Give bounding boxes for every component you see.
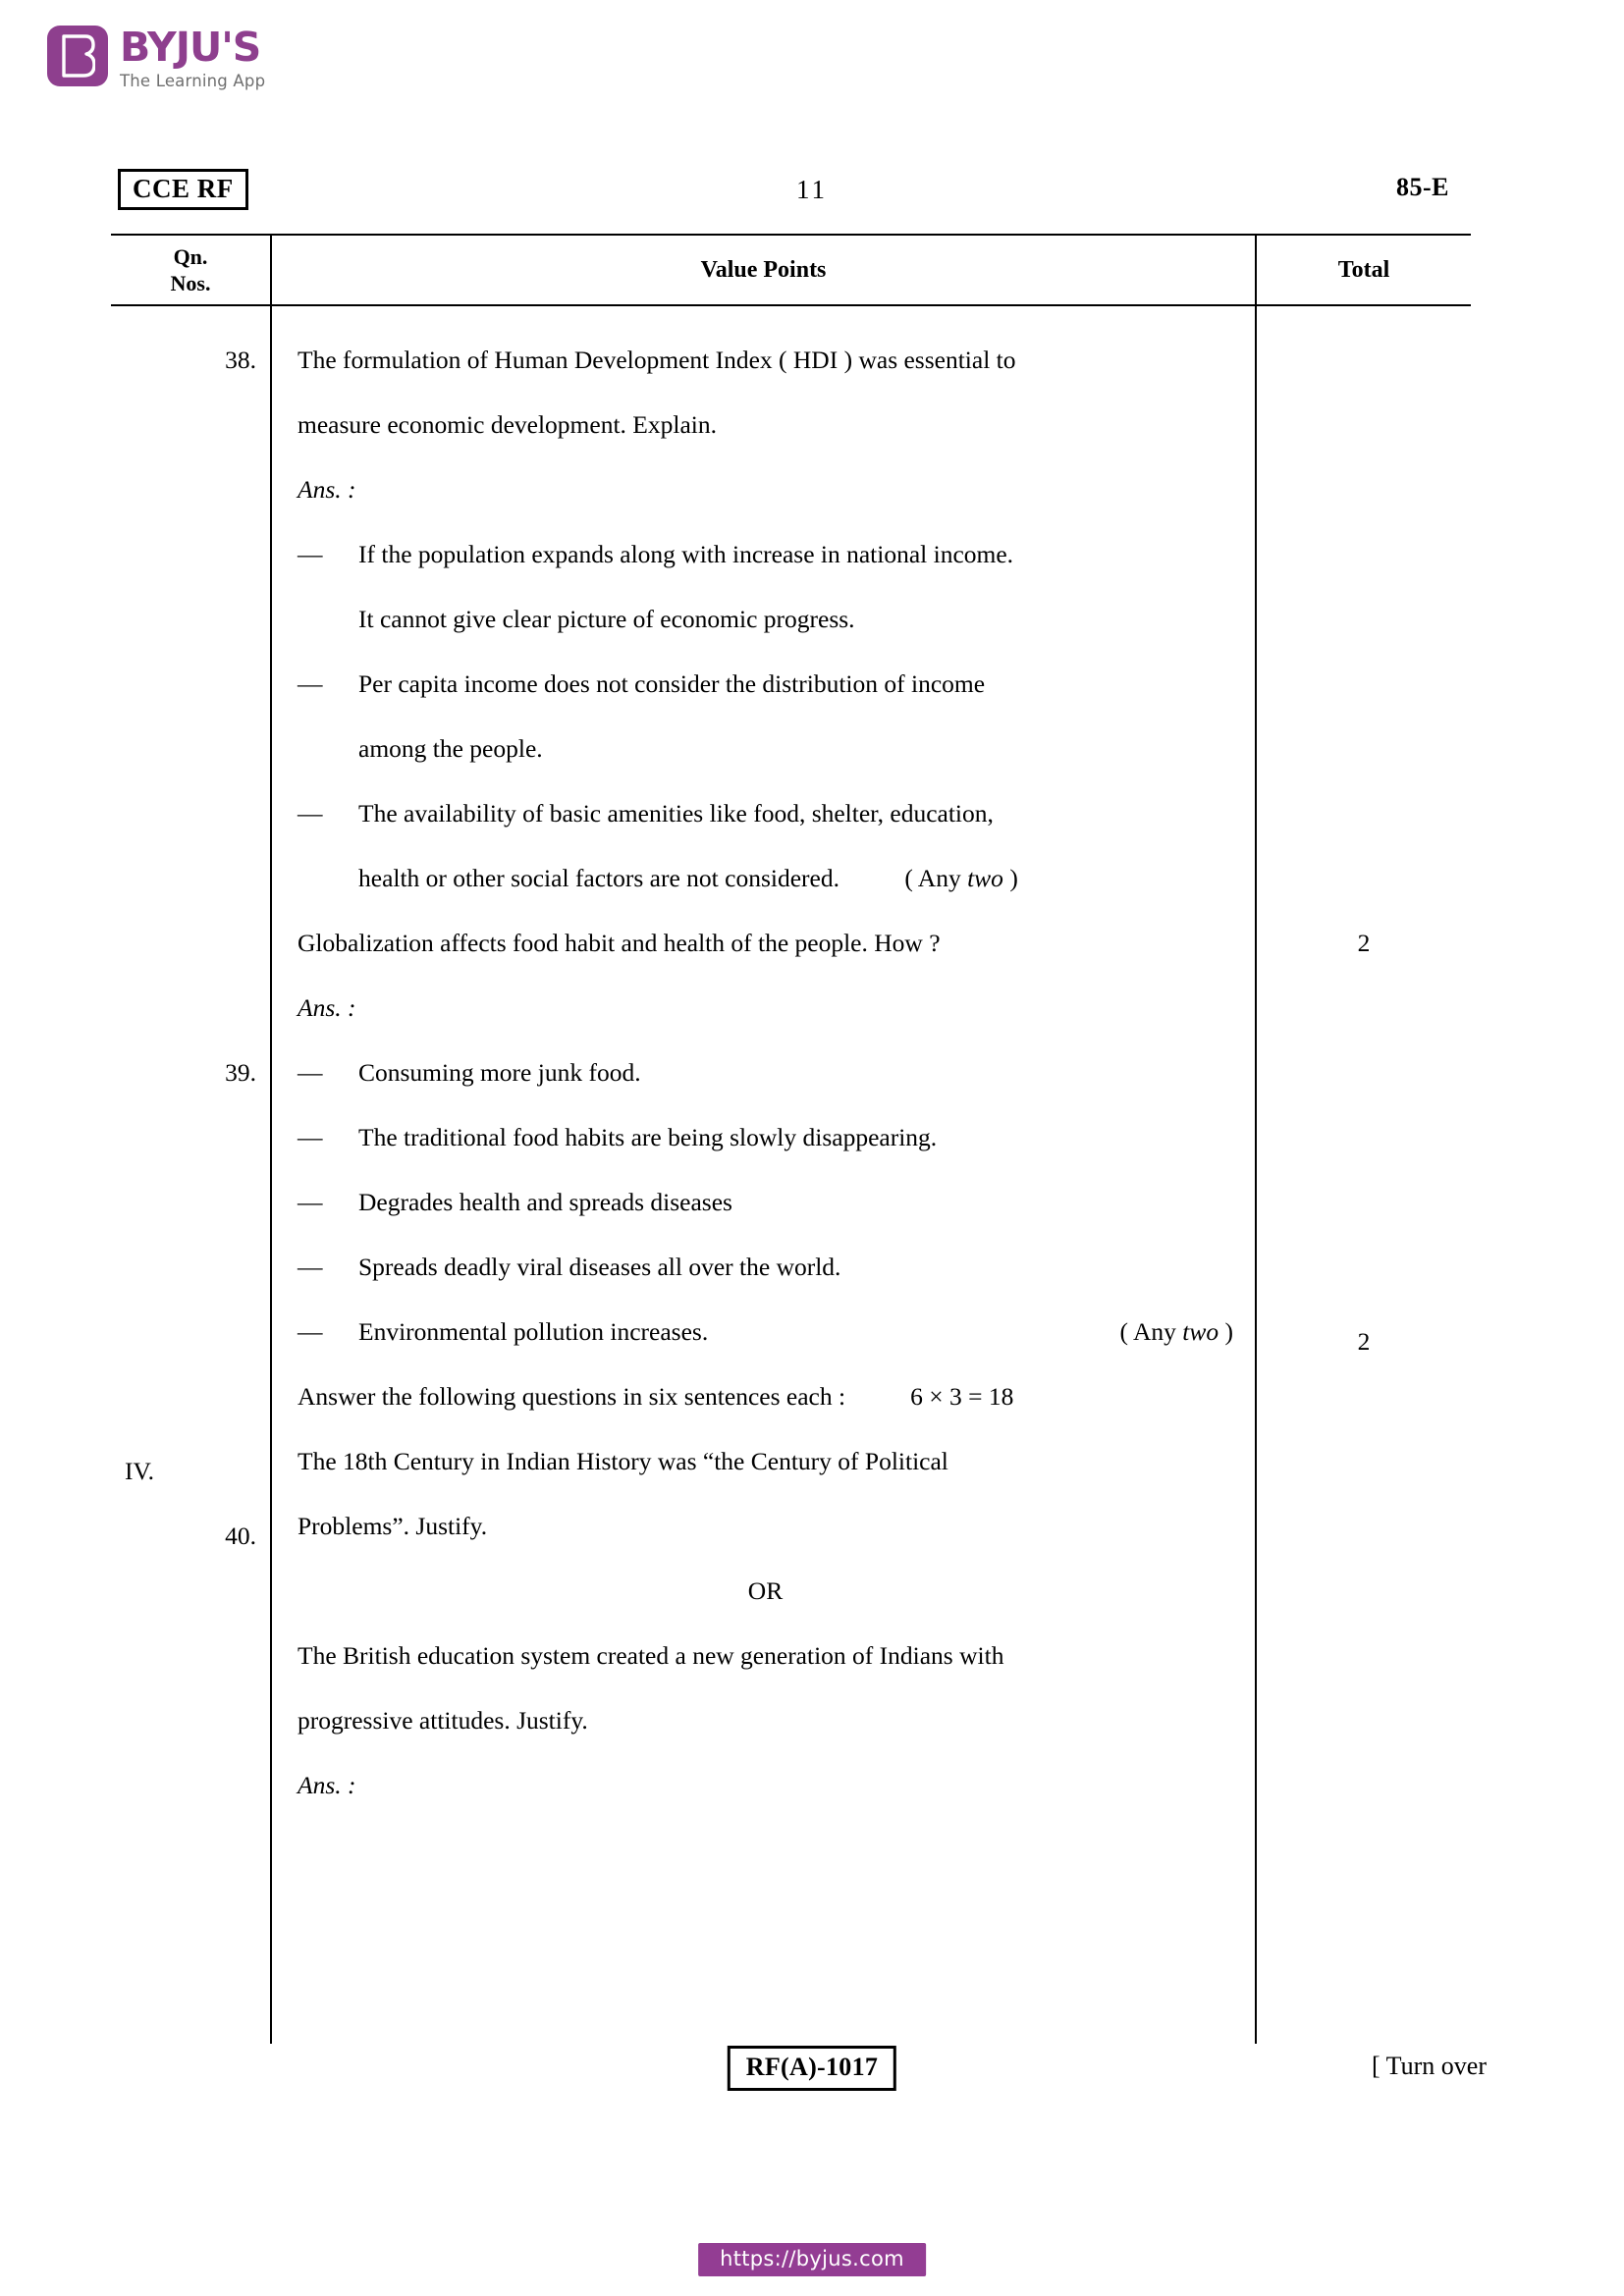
q39-bullet-4-text: Spreads deadly viral diseases all over the world.: [358, 1253, 841, 1281]
q40-or-label: OR: [747, 1576, 784, 1605]
table-header-row: [111, 234, 1471, 306]
q38-bullet-3: [298, 781, 1233, 911]
q38-bullet-3-line2: [358, 846, 1233, 911]
section-iv-row: [298, 1364, 1233, 1429]
byjus-logo-text: [120, 26, 265, 90]
total-column: [1257, 306, 1471, 2044]
q39-bullet-3-text: Degrades health and spreads diseases: [358, 1188, 732, 1216]
dash-icon: —: [298, 1058, 323, 1087]
dash-icon: —: [298, 1188, 323, 1216]
dash-icon: —: [298, 1123, 323, 1151]
section-iv-marks: 6 × 3 = 18: [910, 1382, 1014, 1411]
q38-question-line1: The formulation of Human Development Index ( HDI ) was essential to: [298, 346, 1016, 374]
page-number: 11: [796, 175, 828, 204]
dash-icon: —: [298, 799, 323, 828]
value-points-column: [270, 306, 1257, 2044]
question-number-39: 39.: [225, 1058, 256, 1087]
byjus-logo-mark: [47, 26, 108, 86]
q39-bullet-3: [298, 1170, 1233, 1235]
q38-any-two-note: ( Any two ): [904, 864, 1018, 892]
q38-bullet-2: [298, 652, 1233, 781]
question-number-column: [111, 306, 270, 2044]
q38-bullet-2-line1: Per capita income does not consider the distribution of income: [358, 669, 986, 698]
qn-nos-line2: Nos.: [170, 271, 211, 295]
q39-bullet-2-text: The traditional food habits are being slowly disappearing.: [358, 1123, 938, 1151]
question-number-38: 38.: [225, 346, 256, 374]
q39-bullet-4: [298, 1235, 1233, 1300]
column-header-value-points: Value Points: [270, 236, 1257, 304]
q40-question-line1: The 18th Century in Indian History was “the Century of Political: [298, 1447, 948, 1475]
q39-bullet-5-text: Environmental pollution increases.: [358, 1317, 709, 1346]
byjus-b-glyph: [60, 34, 95, 78]
q38-bullet-list: [298, 522, 1233, 911]
q39-bullet-1: [298, 1041, 1233, 1105]
column-header-total: Total: [1337, 256, 1390, 283]
q39-question-line1: Globalization affects food habit and health of the people. How ?: [298, 929, 941, 957]
q39-bullet-list: [298, 1041, 1233, 1364]
q38-bullet-1-line2: It cannot give clear picture of economic progress.: [358, 605, 855, 633]
q38-question-line2: measure economic development. Explain.: [298, 410, 717, 439]
q40-question-line2: Problems”. Justify.: [298, 1512, 488, 1540]
total-q38: 2: [1357, 929, 1371, 957]
paper-serial-box: RF(A)-1017: [728, 2046, 896, 2091]
section-iv-instruction: Answer the following questions in six sentences each :: [298, 1382, 846, 1411]
q39-ans-label: Ans. :: [298, 993, 356, 1022]
question-number-40: 40.: [225, 1522, 256, 1550]
brand-name: BYJU'S: [120, 24, 261, 71]
q39-bullet-5: [298, 1300, 1233, 1364]
q40-alt-line1: The British education system created a new generation of Indians with: [298, 1641, 1004, 1670]
section-number-iv: IV.: [125, 1457, 154, 1485]
dash-icon: —: [298, 669, 323, 698]
q38-ans-label: Ans. :: [298, 475, 356, 504]
q38-bullet-2-line2: among the people.: [358, 734, 543, 763]
answer-key-table: [111, 234, 1471, 2044]
dash-icon: —: [298, 1317, 323, 1346]
q38-bullet-3-line2-text: health or other social factors are not considered.: [358, 864, 839, 892]
q39-any-two-note: ( Any two ): [1119, 1317, 1233, 1346]
q40-ans-label: Ans. :: [298, 1771, 356, 1799]
qn-nos-line1: Qn.: [173, 243, 208, 269]
q39-bullet-1-text: Consuming more junk food.: [358, 1058, 641, 1087]
q38-bullet-3-line1: The availability of basic amenities like food, shelter, education,: [358, 799, 994, 828]
q40-alt-line2: progressive attitudes. Justify.: [298, 1706, 588, 1735]
q38-bullet-1-line1: If the population expands along with increase in national income.: [358, 540, 1014, 568]
paper-code: 85-E: [1396, 173, 1449, 201]
dash-icon: —: [298, 540, 323, 568]
total-q39: 2: [1357, 1327, 1371, 1356]
brand-tagline: The Learning App: [120, 71, 266, 90]
q38-bullet-1: [298, 522, 1233, 652]
exam-tag-box: CCE RF: [118, 169, 248, 210]
top-spacer: [298, 306, 1233, 328]
byjus-logo: [47, 26, 265, 90]
table-body: [111, 306, 1471, 2044]
turn-over-note: [ Turn over: [1371, 2052, 1487, 2080]
q39-bullet-2: [298, 1105, 1233, 1170]
dash-icon: —: [298, 1253, 323, 1281]
byjus-url-watermark: https://byjus.com: [698, 2243, 926, 2276]
column-header-qn-nos: [111, 236, 270, 304]
